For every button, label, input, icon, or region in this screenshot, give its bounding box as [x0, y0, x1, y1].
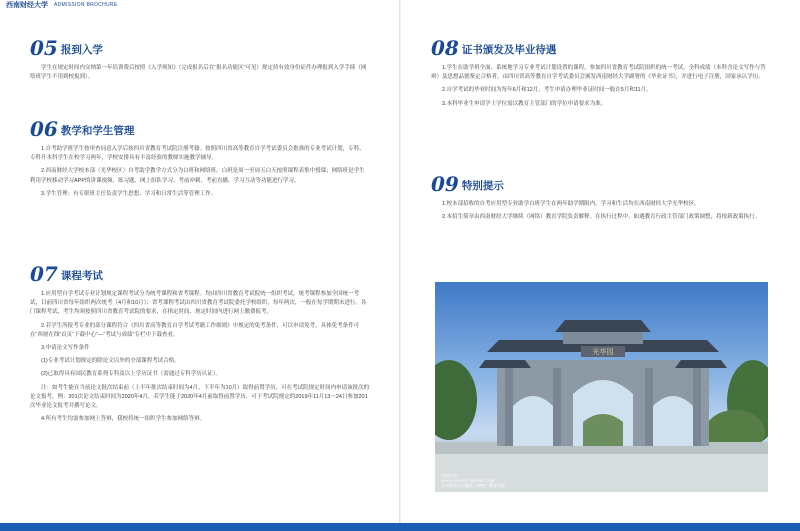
- gate-illustration: [435, 282, 768, 492]
- campus-gate-photo: [435, 282, 768, 492]
- section-number: 06: [30, 117, 58, 141]
- right-page: [401, 0, 800, 523]
- university-logo: 西南财经大学: [6, 0, 48, 9]
- paragraph: 2.西南财经大学校本部（光华校区）自考助学教学方式分为白班和网络班。白班是周一至周五白天按照课程表集中授课；网络班是学生利用学校移动学习APP的讲课视频、练习题、网上组队学习、考前冲刺、考前直播、学习互动等功能进行学习。: [30, 168, 365, 184]
- paragraph: 1.自考助学班学生按审查同意入学后按四川省教育考试院注册考籍。按照四川省高等教育自学考试委员会批准的专业考试计划，专科、专科升本科学生在校学习两年，学校安排具有丰富经验的教师实施教学辅导。: [30, 146, 365, 162]
- section-title: 教学和学生管理: [60, 125, 135, 137]
- section-number: 07: [30, 262, 58, 286]
- section-number: 08: [431, 36, 459, 60]
- paragraph: 3.本科毕业生申请学士学位需以教育主管部门的学位申请要求为准。: [442, 100, 607, 107]
- paragraph: (2)已取得具有国民教育系列专科及以上学历证书（需通过专科学历认证）。: [41, 371, 221, 378]
- paragraph: 2.若学生所报考专业的部分课程符合《四川省高等教育自学考试考籍工作细则》中规定的免考条件，可以申请免考。具体免考条件可在“西财在线”首页“下载中心”—“考试与成绩”专栏中下载查看。: [30, 322, 360, 338]
- section-08: [431, 36, 771, 113]
- section-title: 课程考试: [60, 270, 103, 282]
- caption-brand: 西财在线: [441, 473, 457, 478]
- paragraph: 2.本招生简章由西南财经大学继续（网络）教育学院负责解释。在执行过程中，如遇教育行政主管部门政策调整，将按新政策执行。: [442, 214, 761, 221]
- paragraph: 4.所有考生均需参加网上答辩，我校将统一组织学生参加网络答辩。: [41, 416, 206, 423]
- photo-caption: [441, 473, 505, 488]
- page-dots: ○○○: [722, 513, 736, 519]
- gate-plaque-text: 光华园: [592, 348, 614, 356]
- section-number: 09: [431, 172, 459, 196]
- section-number: 05: [30, 36, 58, 60]
- section-07: [30, 262, 370, 428]
- section-title: 证书颁发及毕业待遇: [461, 44, 557, 56]
- paragraph: 1.学生在助学班全面、系统地学习专业考试计划设置的课程，参加四川省教育考试院组织的统一考试，全科成绩（本科含论文写作与答辩）及思想品德鉴定合格者，由四川省高等教育自学考试委员会颁发西南财经大学副署的《毕业证书》，并进行电子注册，国家承认学历。: [431, 65, 766, 81]
- section-title: 报到入学: [60, 44, 103, 56]
- section-09: [431, 172, 771, 226]
- section-06: [30, 117, 370, 203]
- bottom-bar: [0, 523, 800, 531]
- paragraph: 3.学生管理：有专职班主任负责学生思想、学习和日常生活等管理工作。: [41, 190, 217, 197]
- caption-url: WWW.SWUFE-ONLINE.COM: [441, 478, 495, 483]
- paragraph: 2.自学考试的毕业时间为每年6月和12月，考生申请办理毕业证时间一般在5月和11月。: [442, 87, 652, 94]
- paragraph: 3.申请论文写作条件: [41, 345, 90, 352]
- caption-org: 西南财经大学继续（网络）教育学院: [441, 483, 505, 488]
- paragraph: (1)专业考试计划规定的除论文以外的全部课程考试合格。: [41, 358, 180, 365]
- paragraph: 1.应用型自学考试专业计划规定课程考试分为统考课程和省考课程。均由四川省教育考试院统一组织考试。统考课程参加全国统一考试，目前四川省每年组织两次统考（4月和10月）；省考课程考试由四川省教育考试院委托学校组织，每年两次，一般在每学期期末进行。各门课程考试，考生均须按照四川省教育考试院的要求，在指定时间、规定时间内进行网上缴费报考。: [30, 291, 367, 316]
- admission-brochure-tag: ADMISSION BROCHURE: [54, 2, 118, 8]
- paragraph: 1.校本部招收的自考应用型专业助学白班学生在两年助学期限内，学习和生活均在西南财经大学光华校区。: [442, 201, 700, 207]
- section-title: 特别提示: [461, 180, 504, 192]
- section-05: [30, 36, 370, 86]
- paragraph: 学生在规定时间内交纳第一年培训费后按照《入学须知》（完成报名后在“报名功能区”可见）规定持有效身份证件办理报到入学手续（网络班学生不用到校报到）。: [30, 65, 367, 81]
- paragraph: 注：如考生能在当前论文批次结束前（上半年批次结束时间为4月、下半年为10月）取得前置学历，可在考试院规定时间内申请该批次的论文报考。例：201次论文结束时间为2020年4月，若学生能于2020年4月前取得前置学历，可于考试院规定的2019年11月13～24日参加201次毕业论文报考并撰写论文。: [30, 384, 370, 410]
- left-page: [0, 0, 399, 523]
